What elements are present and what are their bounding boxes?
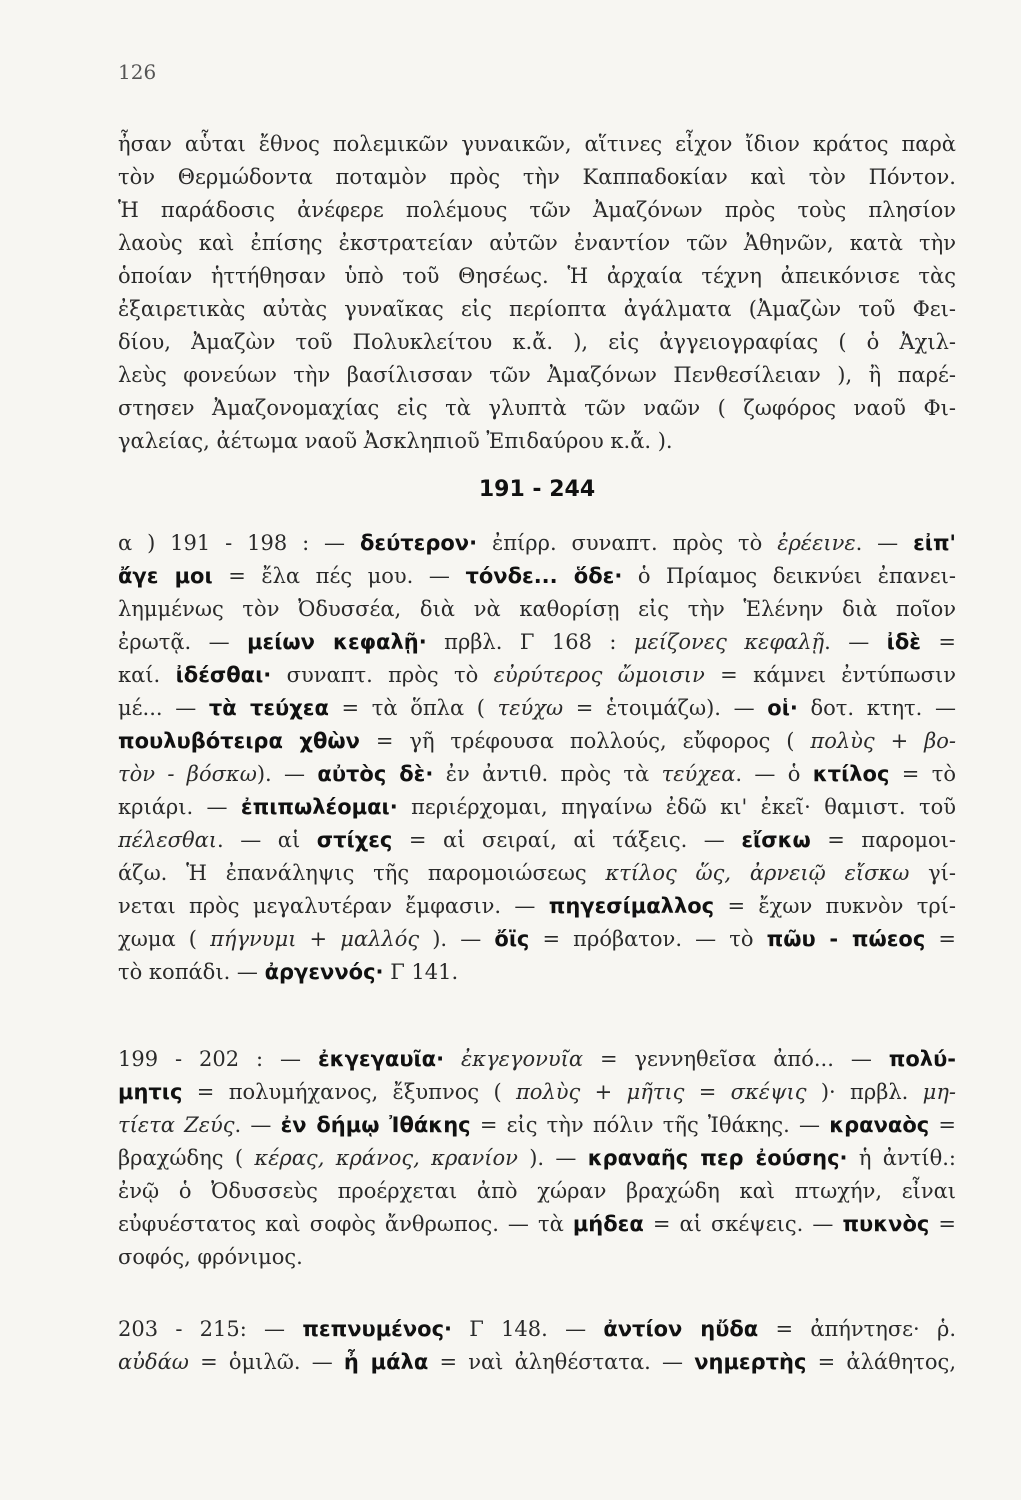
lemma: μείων κεφαλῇ·: [247, 630, 427, 654]
text-line: ὁποίαν ἡττήθησαν ὑπὸ τοῦ Θησέως. Ἡ ἀρχαία τέχνη ἀπεικόνισε τὰς: [118, 264, 956, 288]
gloss: . —: [855, 531, 914, 555]
quote: πολὺς + βο-: [810, 729, 956, 753]
gloss: =: [920, 630, 956, 654]
text-line: [118, 593, 956, 626]
line-ref: 203 - 215: —: [118, 1317, 303, 1341]
quote: αὐδάω: [118, 1350, 189, 1374]
section-heading: 191 - 244: [478, 477, 596, 502]
text-line: [118, 1109, 956, 1142]
gloss: = γεννηθεῖσα ἀπό... —: [583, 1047, 889, 1071]
quote: μείζονες κεφαλῇ: [633, 630, 825, 654]
text-line: [118, 1142, 956, 1175]
commentary-191-198: [118, 527, 956, 989]
gloss: Γ 141.: [383, 960, 459, 984]
gloss: =: [929, 1212, 956, 1236]
commentary-203-215: [118, 1313, 956, 1379]
gloss: γί-: [909, 861, 956, 885]
lemma: ἐκγεγαυῖα·: [317, 1047, 445, 1071]
text-line: [118, 725, 956, 758]
text-line: δίου, Ἀμαζὼν τοῦ Πολυκλείτου κ.ἄ. ), εἰς ἀγγειογραφίας ( ὁ Ἀχιλ-: [118, 330, 956, 354]
quote: τεύχεα: [661, 762, 736, 786]
lemma: ἀντίον ηὔδα: [603, 1317, 759, 1341]
intro-paragraph: [118, 128, 956, 458]
gloss: συναπτ. πρὸς τὸ: [271, 663, 494, 687]
gloss: ἐνῷ ὁ Ὀδυσσεὺς προέρχεται ἀπὸ χώραν βραχώδη καὶ πτωχήν, εἶναι: [118, 1179, 956, 1203]
text-line: ἐξαιρετικὰς αὐτὰς γυναῖκας εἰς περίοπτα ἀγάλματα (Ἀμαζὼν τοῦ Φει-: [118, 297, 956, 321]
text-line: λεὺς φονεύων τὴν βασίλισσαν τῶν Ἀμαζόνων Πενθεσίλειαν ), ἢ παρέ-: [118, 363, 956, 387]
gloss: ἐρωτᾷ. —: [118, 630, 248, 654]
gloss: =: [929, 1113, 956, 1137]
gloss: = ὁμιλῶ. —: [188, 1350, 344, 1374]
lemma: ἄγε μοι: [118, 564, 213, 588]
gloss: ἐπίρρ. συναπτ. πρὸς τὸ: [477, 531, 778, 555]
gloss: = τὰ ὅπλα (: [328, 696, 498, 720]
text-line: [118, 890, 956, 923]
gloss: = πρόβατον. — τὸ: [529, 927, 767, 951]
gloss: =: [925, 927, 956, 951]
lemma: στίχες: [316, 828, 393, 852]
lemma: οἱ·: [767, 696, 798, 720]
quote: πήγνυμι + μαλλός: [210, 927, 420, 951]
text-line: [118, 824, 956, 857]
gloss: Γ 148. —: [452, 1317, 604, 1341]
line-ref: 199 - 202 : —: [118, 1047, 318, 1071]
gloss: εὐφυέστατος καὶ σοφὸς ἄνθρωπος. — τὰ: [118, 1212, 573, 1236]
gloss: βραχώδης (: [118, 1146, 255, 1170]
gloss: . — ὁ: [735, 762, 813, 786]
gloss: άζω. Ἡ ἐπανάληψις τῆς παρομοιώσεως: [118, 861, 606, 885]
text-line: [118, 857, 956, 890]
gloss: = ἀπήντησε· ῥ.: [758, 1317, 956, 1341]
gloss: . —: [234, 1113, 281, 1137]
lemma: τόνδε... ὅδε·: [465, 564, 623, 588]
lemma: πηγεσίμαλλος: [548, 894, 715, 918]
lemma: ἐπιπωλέομαι·: [240, 795, 398, 819]
lemma: ἰδέσθαι·: [175, 663, 272, 687]
text-line: [118, 1043, 956, 1076]
lemma: ἐν δήμῳ Ἰθάκης: [280, 1113, 471, 1137]
lemma: πεπνυμένος·: [302, 1317, 453, 1341]
gloss: ὁ Πρίαμος δεικνύει ἐπανει-: [622, 564, 956, 588]
gloss: = αἱ σκέψεις. —: [643, 1212, 843, 1236]
text-line: [118, 659, 956, 692]
gloss: )· πρβλ.: [806, 1080, 923, 1104]
gloss: δοτ. κτητ. —: [797, 696, 956, 720]
text-line: [118, 1208, 956, 1241]
gloss: = ἀλάθητος,: [806, 1350, 956, 1374]
lemma: εἴσκω: [741, 828, 811, 852]
text-line: γαλείας, ἀέτωμα ναοῦ Ἀσκληπιοῦ Ἐπιδαύρου κ.ἄ. ).: [118, 429, 673, 453]
gloss: = αἱ σειραί, αἱ τάξεις. —: [392, 828, 742, 852]
gloss: τὸ κοπάδι. —: [118, 960, 265, 984]
lemma: νημερτὴς: [694, 1350, 807, 1374]
lemma: τὰ τεύχεα: [208, 696, 329, 720]
gloss: πρβλ. Γ 168 :: [426, 630, 634, 654]
text-line: [118, 527, 956, 560]
text-line: τὸν Θερμώδοντα ποταμὸν πρὸς τὴν Καππαδοκίαν καὶ τὸν Πόντον.: [118, 165, 956, 189]
gloss: καί.: [118, 663, 176, 687]
quote: κτίλος ὥς, ἀρνειῷ εἴσκω: [605, 861, 910, 885]
text-line: Ἡ παράδοσις ἀνέφερε πολέμους τῶν Ἀμαζόνων πρὸς τοὺς πλησίον: [118, 198, 956, 222]
text-line: [118, 956, 956, 989]
lemma: ὄϊς: [494, 927, 530, 951]
quote: τεύχω: [497, 696, 564, 720]
commentary-199-202: [118, 1043, 956, 1274]
lemma: κραναὸς: [829, 1113, 930, 1137]
text-line: [118, 1313, 956, 1346]
page-number: 126: [118, 60, 157, 84]
lemma: αὐτὸς δὲ·: [317, 762, 434, 786]
lemma: ἦ μάλα: [343, 1350, 429, 1374]
gloss: = ἔλα πές μου. —: [212, 564, 466, 588]
gloss: = παρομοι-: [810, 828, 956, 852]
text-line: [118, 923, 956, 956]
gloss: . — αἱ: [217, 828, 317, 852]
lemma: μήδεα: [572, 1212, 644, 1236]
quote: ἐρέεινε: [777, 531, 856, 555]
quote: κέρας, κράνος, κρανίον: [254, 1146, 518, 1170]
gloss: = γῆ τρέφουσα πολλούς, εὔφορος (: [359, 729, 811, 753]
gloss: περιέρχομαι, πηγαίνω ἐδῶ κι' ἐκεῖ· θαμιστ. τοῦ: [397, 795, 956, 819]
quote: τὸν - βόσκω: [118, 762, 257, 786]
lemma: πυκνὸς: [842, 1212, 930, 1236]
lemma: ἰδὲ: [886, 630, 921, 654]
gloss: = κάμνει ἐντύπωσιν: [704, 663, 956, 687]
gloss: κριάρι. —: [118, 795, 241, 819]
gloss: = πολυμήχανος, ἔξυπνος (: [182, 1080, 516, 1104]
gloss: ). —: [256, 762, 318, 786]
line-ref: α ) 191 - 198 : —: [118, 531, 360, 555]
gloss: ). —: [517, 1146, 588, 1170]
lemma: πουλυβότειρα χθὼν: [118, 729, 360, 753]
gloss: = ἑτοιμάζω). —: [563, 696, 768, 720]
quote: ἐκγεγονυῖα: [461, 1047, 584, 1071]
lemma: δεύτερον·: [359, 531, 478, 555]
lemma: κραναῆς περ ἐούσης·: [587, 1146, 848, 1170]
gloss: ). —: [419, 927, 495, 951]
quote: πέλεσθαι: [118, 828, 218, 852]
gloss: = τὸ: [889, 762, 956, 786]
gloss: ἐν ἀντιθ. πρὸς τὰ: [433, 762, 662, 786]
lemma: μητις: [118, 1080, 183, 1104]
gloss: [444, 1047, 461, 1071]
text-line: [118, 1241, 956, 1274]
text-line: [118, 758, 956, 791]
lemma: εἰπ': [913, 531, 956, 555]
text-line: [118, 560, 956, 593]
quote: μη-: [922, 1080, 956, 1104]
gloss: = ναὶ ἀληθέστατα. —: [428, 1350, 695, 1374]
gloss: χωμα (: [118, 927, 211, 951]
text-line: [118, 692, 956, 725]
text-line: [118, 791, 956, 824]
text-line: [118, 1346, 956, 1379]
quote: πολὺς + μῆτις = σκέψις: [516, 1080, 807, 1104]
text-line: στησεν Ἀμαζονομαχίας εἰς τὰ γλυπτὰ τῶν ναῶν ( ζωφόρος ναοῦ Φι-: [118, 396, 956, 420]
gloss: . —: [824, 630, 887, 654]
quote: τίετα Ζεύς: [118, 1113, 235, 1137]
gloss: ἡ ἀντίθ.:: [847, 1146, 956, 1170]
gloss: μέ... —: [118, 696, 209, 720]
lemma: κτίλος: [812, 762, 890, 786]
gloss: = ἔχων πυκνὸν τρί-: [714, 894, 956, 918]
lemma: πῶυ - πώεος: [766, 927, 926, 951]
text-line: ἦσαν αὗται ἔθνος πολεμικῶν γυναικῶν, αἵτινες εἶχον ἴδιον κράτος παρὰ: [118, 132, 956, 156]
text-line: [118, 1175, 956, 1208]
gloss: = εἰς τὴν πόλιν τῆς Ἰθάκης. —: [470, 1113, 830, 1137]
gloss: σοφός, φρόνιμος.: [118, 1245, 303, 1269]
gloss: νεται πρὸς μεγαλυτέραν ἔμφασιν. —: [118, 894, 549, 918]
text-line: [118, 626, 956, 659]
text-line: [118, 1076, 956, 1109]
quote: εὐρύτερος ὤμοισιν: [493, 663, 705, 687]
lemma: πολύ-: [888, 1047, 956, 1071]
lemma: ἀργεννός·: [264, 960, 384, 984]
gloss: λημμένως τὸν Ὀδυσσέα, διὰ νὰ καθορίσῃ εἰς τὴν Ἑλένην διὰ ποῖον: [118, 597, 956, 621]
text-line: λαοὺς καὶ ἐπίσης ἐκστρατείαν αὐτῶν ἐναντίον τῶν Ἀθηνῶν, κατὰ τὴν: [118, 231, 956, 255]
